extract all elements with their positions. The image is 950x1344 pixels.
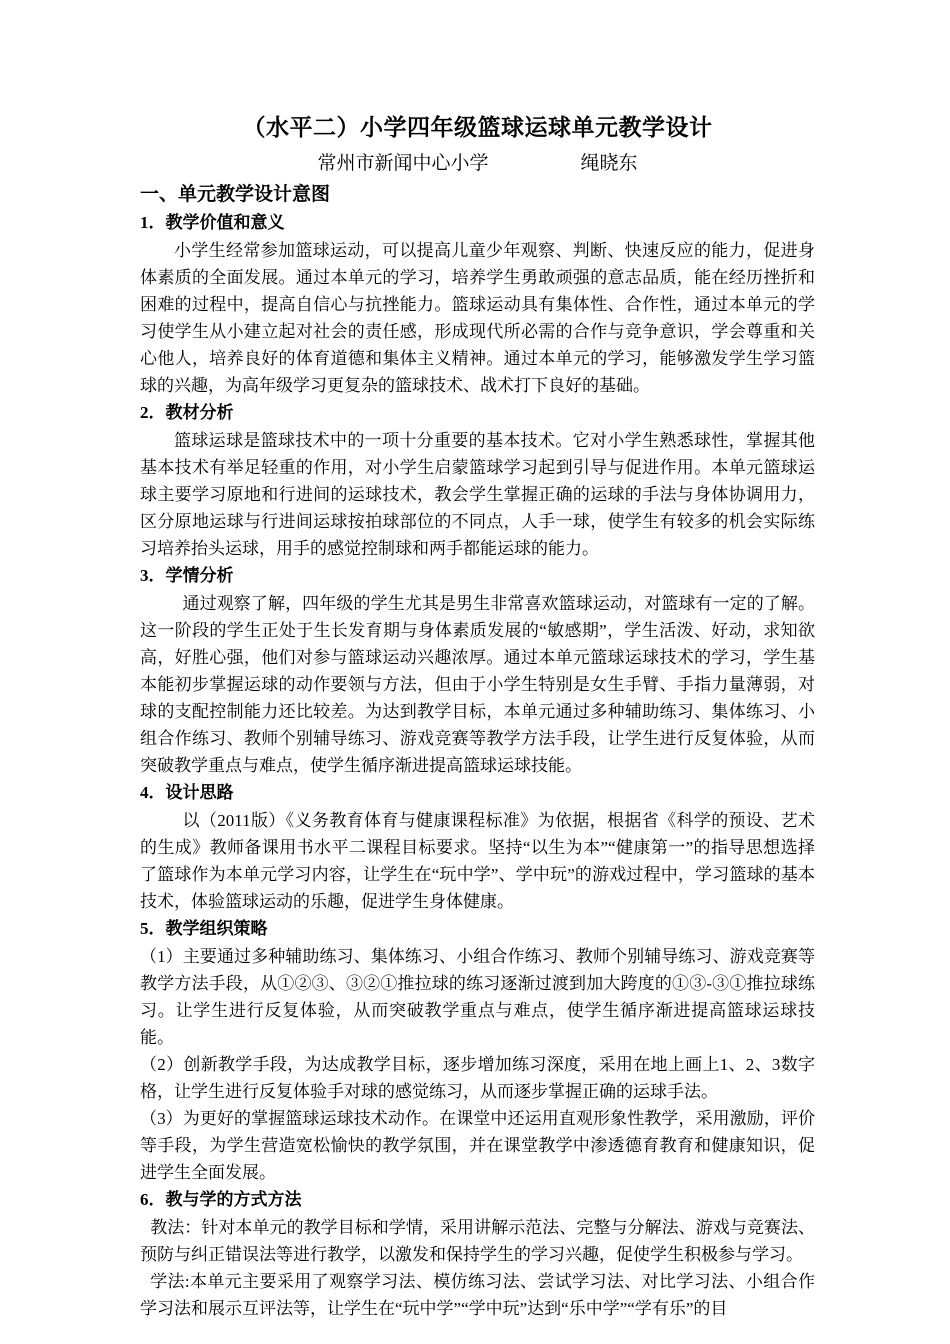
section-heading: 一、单元教学设计意图 <box>140 184 331 205</box>
paragraph-material-analysis: 篮球运球是篮球技术中的一项十分重要的基本技术。它对小学生熟悉球性，掌握其他基本技术有举足轻重的作用，对小学生启蒙篮球学习起到引导与促进作用。本单元篮球运球主要学习原地和行进间的运球技术，教会学生掌握正确的运球的手法与身体协调用力，区分原地运球与行进间运球按拍球部位的不同点，人手一球，使学生有较多的机会实际练习培养抬头运球，用手的感觉控制球和两手都能运球的能力。 <box>140 431 815 558</box>
block-heading-teaching-value: 1．教学价值和意义 <box>140 213 285 232</box>
paragraph-strategy-3: （3）为更好的掌握篮球运球技术动作。在课堂中还运用直观形象性教学，采用激励，评价等手段，为学生营造宽松愉快的教学氛围，并在课堂教学中渗透德育教育和健康知识，促进学生全面发展。 <box>140 1109 815 1182</box>
paragraph-learner-analysis: 通过观察了解，四年级的学生尤其是男生非常喜欢篮球运动，对篮球有一定的了解。这一阶段的学生正处于生长发育期与身体素质发展的“敏感期”，学生活泼、好动，求知欲高，好胜心强，他们对参与篮球运动兴趣浓厚。通过本单元篮球运球技术的学习，学生基本能初步掌握运球的动作要领与方法，但由于小学生特别是女生手臂、手指力量薄弱，对球的支配控制能力还比较差。为达到教学目标，本单元通过多种辅助练习、集体练习、小组合作练习、教师个别辅导练习、游戏竞赛等教学方法手段，让学生进行反复体验，从而突破教学重点与难点，使学生循序渐进提高篮球运球技能。 <box>140 594 815 775</box>
paragraph-strategy-1: （1）主要通过多种辅助练习、集体练习、小组合作练习、教师个别辅导练习、游戏竞赛等教学方法手段，从①②③、③②①推拉球的练习逐渐过渡到加大跨度的①③-③①推拉球练习。让学生进行反复体验，从而突破教学重点与难点，使学生循序渐进提高篮球运球技能。 <box>140 947 815 1047</box>
paragraph-teaching-value: 小学生经常参加篮球运动，可以提高儿童少年观察、判断、快速反应的能力，促进身体素质的全面发展。通过本单元的学习，培养学生勇敢顽强的意志品质，能在经历挫折和困难的过程中，提高自信心与抗挫能力。篮球运动具有集体性、合作性，通过本单元的学习使学生从小建立起对社会的责任感，形成现代所必需的合作与竞争意识，学会尊重和关心他人，培养良好的体育道德和集体主义精神。通过本单元的学习，能够激发学生学习篮球的兴趣，为高年级学习更复杂的篮球技术、战术打下良好的基础。 <box>140 241 815 395</box>
paragraph-teaching-method: 教法：针对本单元的教学目标和学情，采用讲解示范法、完整与分解法、游戏与竞赛法、预防与纠正错误法等进行教学，以激发和保持学生的学习兴趣，促使学生积极参与学习。 <box>140 1218 815 1264</box>
paragraph-learning-method: 学法:本单元主要采用了观察学习法、模仿练习法、尝试学习法、对比学习法、小组合作学习法和展示互评法等，让学生在“玩中学”“学中玩”达到“乐中学”“学有乐”的目 <box>140 1272 815 1318</box>
paragraph-design-idea: 以（2011版）《义务教育体育与健康课程标准》为依据，根据省《科学的预设、艺术的生成》教师备课用书水平二课程目标要求。坚持“以生为本”“健康第一”的指导思想选择了篮球作为本单元学习内容，让学生在“玩中学”、学中玩”的游戏过程中，学习篮球的基本技术，体验篮球运动的乐趣，促进学生身体健康。 <box>140 811 815 911</box>
author-name: 绳晓东 <box>580 153 638 174</box>
block-heading-design-idea: 4．设计思路 <box>140 783 234 802</box>
byline <box>140 150 815 178</box>
document-title: （水平二）小学四年级篮球运球单元教学设计 <box>242 115 713 140</box>
block-heading-teach-learn-methods: 6．教与学的方式方法 <box>140 1190 302 1209</box>
school-name: 常州市新闻中心小学 <box>317 153 489 174</box>
paragraph-strategy-2: （2）创新教学手段，为达成教学目标，逐步增加练习深度，采用在地上画上1、2、3数字格，让学生进行反复体验手对球的感觉练习，从而逐步掌握正确的运球手法。 <box>140 1055 815 1101</box>
block-heading-organization-strategy: 5．教学组织策略 <box>140 919 268 938</box>
block-heading-material-analysis: 2．教材分析 <box>140 403 234 422</box>
block-heading-learner-analysis: 3．学情分析 <box>140 566 234 585</box>
